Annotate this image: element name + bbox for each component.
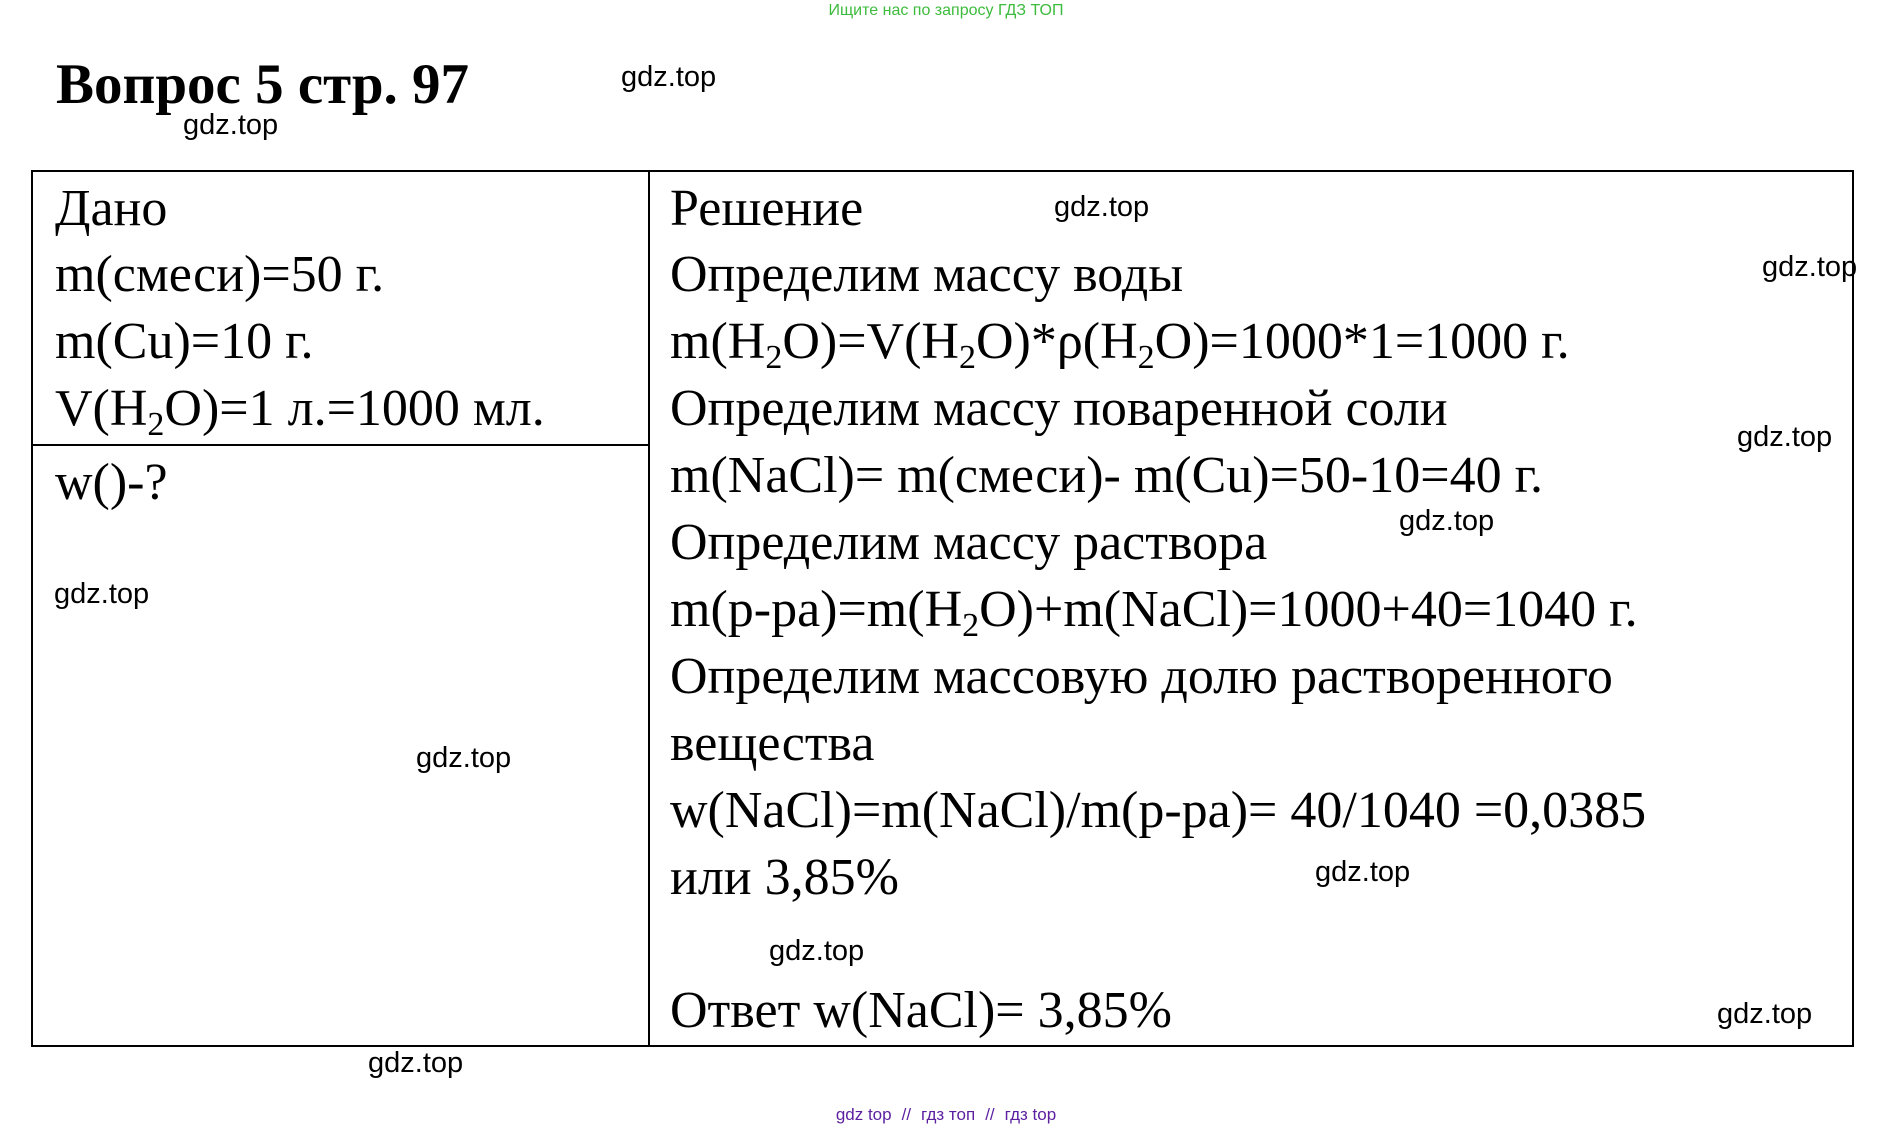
- answer-line: Ответ w(NaCl)= 3,85%: [670, 982, 1172, 1039]
- watermark: gdz.top: [1399, 505, 1495, 537]
- given-line: m(смеси)=50 г.: [55, 246, 385, 303]
- watermark: gdz.top: [769, 935, 865, 967]
- solution-formula: w(NaCl)=m(NaCl)/m(р-ра)= 40/1040 =0,0385: [670, 782, 1647, 839]
- given-line: m(Cu)=10 г.: [55, 313, 314, 370]
- column-divider: [648, 172, 650, 1045]
- footer-link[interactable]: gdz top: [835, 1105, 892, 1124]
- find-line: w()-?: [55, 454, 168, 511]
- watermark: gdz.top: [1737, 421, 1833, 453]
- solution-formula: $m(р-ра)=m(H_2O)+m(NaCl)=1000+40=1040$ г.: [670, 581, 1638, 644]
- footer-separator: //: [901, 1105, 912, 1124]
- solution-header: Решение: [670, 180, 864, 237]
- given-header: Дано: [55, 180, 168, 237]
- watermark: gdz.top: [1315, 856, 1411, 888]
- row-divider: [33, 444, 648, 446]
- watermark: gdz.top: [368, 1047, 464, 1079]
- top-notice: Ищите нас по запросу ГДЗ ТОП: [828, 2, 1064, 19]
- solution-formula: m(NaCl)= m(смеси)- m(Cu)=50-10=40 г.: [670, 447, 1544, 504]
- problem-table: [31, 170, 1854, 1047]
- footer-link[interactable]: гдз top: [1004, 1105, 1057, 1124]
- page-title: Вопрос 5 стр. 97: [56, 53, 470, 116]
- watermark: gdz.top: [183, 109, 279, 141]
- solution-step-text: вещества: [670, 715, 875, 772]
- watermark: gdz.top: [621, 61, 717, 93]
- watermark: gdz.top: [1054, 191, 1150, 223]
- solution-step-text: Определим массу поваренной соли: [670, 380, 1448, 437]
- solution-step-text: Определим массу раствора: [670, 514, 1268, 571]
- solution-result: или 3,85%: [670, 849, 899, 906]
- footer-links: [0, 1105, 1892, 1125]
- solution-step-text: Определим массовую долю растворенного: [670, 648, 1613, 705]
- given-line: $V(H_2O)=1$ л.=1000 мл.: [55, 380, 545, 443]
- footer-link[interactable]: гдз топ: [921, 1105, 976, 1124]
- watermark: gdz.top: [54, 578, 150, 610]
- watermark: gdz.top: [416, 742, 512, 774]
- solution-formula: $m(H_2O)=V(H_2O)*\rho(H_2O)=1000*1=1000$ г.: [670, 313, 1570, 376]
- watermark: gdz.top: [1762, 251, 1858, 283]
- footer-separator: //: [985, 1105, 995, 1124]
- watermark: gdz.top: [1717, 998, 1813, 1030]
- solution-step-text: Определим массу воды: [670, 246, 1184, 303]
